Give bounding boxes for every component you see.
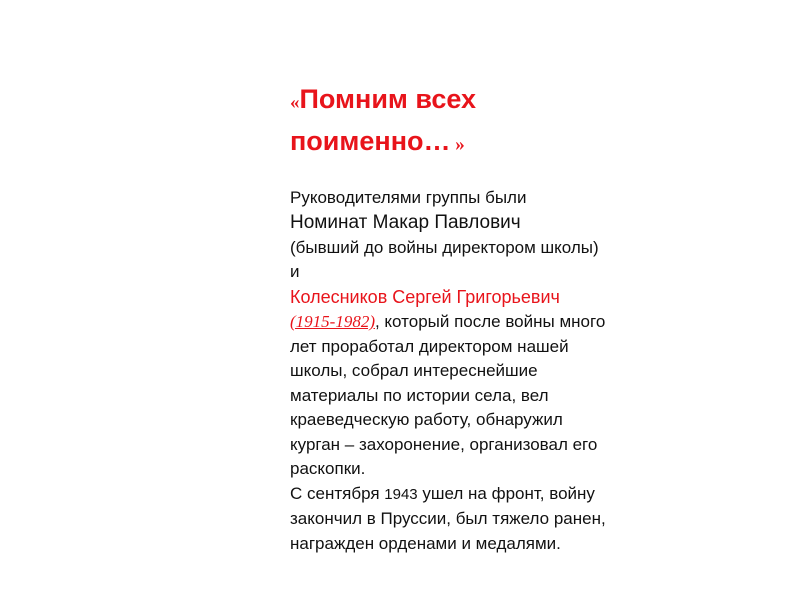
war-suffix: ушел на фронт, войну [417,483,595,503]
bio-line: раскопки. [290,459,366,478]
title-line-1: Помним всех [299,84,477,114]
slide-content [290,80,670,556]
war-line: награжден орденами и медалями. [290,533,561,553]
slide-title [290,80,670,164]
bio-line: , который после войны много [374,312,606,331]
bio-line: лет проработал директором нашей [290,336,569,356]
conjunction: и [290,262,300,281]
bio-line: краеведческую работу, обнаружил [290,410,563,429]
bio-line: материалы по истории села, вел [290,385,549,405]
leader-1-note: (бывший до войны директором школы) [290,238,599,257]
title-close-quote: » [450,134,465,155]
title-line-2: поименно… [290,126,451,156]
leader-2-name: Колесников Сергей Григорьевич [290,287,560,307]
leader-2-years: (1915-1982) [290,312,375,331]
title-open-quote: « [290,92,300,113]
bio-line: курган – захоронение, организовал его [290,434,598,454]
war-prefix: С сентября [290,483,385,503]
leader-1-name: Номинат Макар Павлович [290,212,521,233]
leader-2-biography [290,310,670,556]
bio-line: школы, собрал интереснейшие [290,361,538,380]
war-line: закончил в Пруссии, был тяжело ранен, [290,509,606,528]
leaders-intro: Руководителями группы были [290,188,527,207]
slide-body [290,186,670,556]
war-year: 1943 [384,485,418,503]
